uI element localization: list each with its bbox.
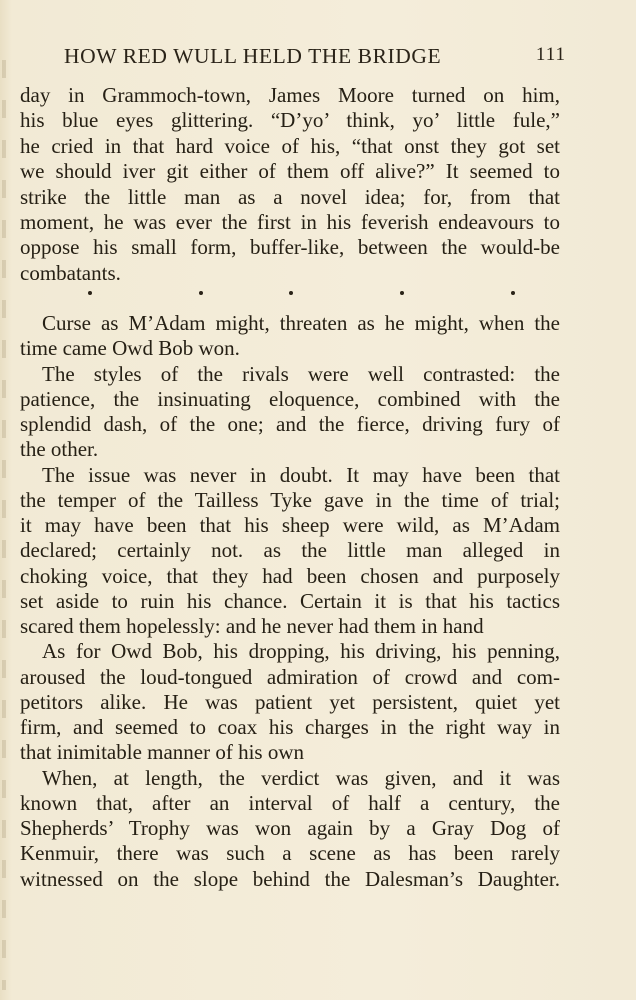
text-line: declared; certainly not. as the little man alleged in: [20, 538, 560, 563]
text-line: day in Grammoch-town, James Moore turned on him,: [20, 83, 560, 107]
text-line: As for Owd Bob, his dropping, his driving, his penning,: [42, 639, 560, 664]
text-line: time came Owd Bob won.: [20, 336, 240, 361]
section-break-dot: [199, 291, 203, 295]
text-line: we should iver git either of them off alive?” It seemed to: [20, 159, 560, 184]
text-line: that inimitable manner of his own: [20, 740, 305, 765]
section-break-dot: [88, 291, 92, 295]
text-line: Kenmuir, there was such a scene as has been rarely: [20, 841, 560, 866]
body-text: [20, 311, 560, 892]
page-gutter: [2, 60, 6, 990]
text-line: petitors alike. He was patient yet persistent, quiet yet: [20, 689, 560, 714]
text-line: aroused the loud-tongued admiration of crowd and com-: [20, 664, 560, 689]
text-line: the other.: [20, 437, 99, 462]
text-line: it may have been that his sheep were wild, as M’Adam: [20, 513, 560, 537]
text-line: the temper of the Tailless Tyke gave in the time of trial;: [20, 487, 560, 512]
text-line: The styles of the rivals were well contrasted: the: [42, 361, 560, 386]
text-line: oppose his small form, buffer-like, between the would-be: [20, 235, 560, 260]
text-line: known that, after an interval of half a century, the: [20, 790, 560, 815]
running-header: [20, 44, 566, 74]
text-line: choking voice, that they had been chosen and purposely: [20, 563, 560, 588]
text-line: Shepherds’ Trophy was won again by a Gray Dog of: [20, 816, 560, 840]
text-line: strike the little man as a novel idea; for, from that: [20, 184, 560, 209]
text-line: The issue was never in doubt. It may have been that: [42, 462, 560, 487]
text-line: Curse as M’Adam might, threaten as he might, when the: [42, 311, 560, 335]
paragraph-continuation: [20, 83, 560, 286]
text-line: patience, the insinuating eloquence, combined with the: [20, 386, 560, 411]
text-line: his blue eyes glittering. “D’yo’ think, yo’ little fule,”: [20, 108, 560, 133]
page-number: 111: [535, 44, 566, 65]
text-line: combatants.: [20, 260, 121, 285]
text-line: splendid dash, of the one; and the fierce, driving fury of: [20, 412, 560, 436]
text-line: When, at length, the verdict was given, and it was: [42, 765, 560, 790]
section-break-dot: [511, 291, 515, 295]
text-line: he cried in that hard voice of his, “that onst they got set: [20, 133, 560, 158]
text-line: set aside to ruin his chance. Certain it is that his tactics: [20, 588, 560, 613]
section-break: [20, 283, 560, 299]
section-break-dot: [289, 291, 293, 295]
text-line: scared them hopelessly: and he never had them in hand: [20, 614, 484, 638]
section-break-dot: [400, 291, 404, 295]
running-title: HOW RED WULL HELD THE BRIDGE: [64, 44, 442, 68]
text-line: moment, he was ever the first in his feverish endeavours to: [20, 209, 560, 234]
text-line: firm, and seemed to coax his charges in the right way in: [20, 715, 560, 739]
text-line: witnessed on the slope behind the Dalesman’s Daughter.: [20, 866, 560, 891]
